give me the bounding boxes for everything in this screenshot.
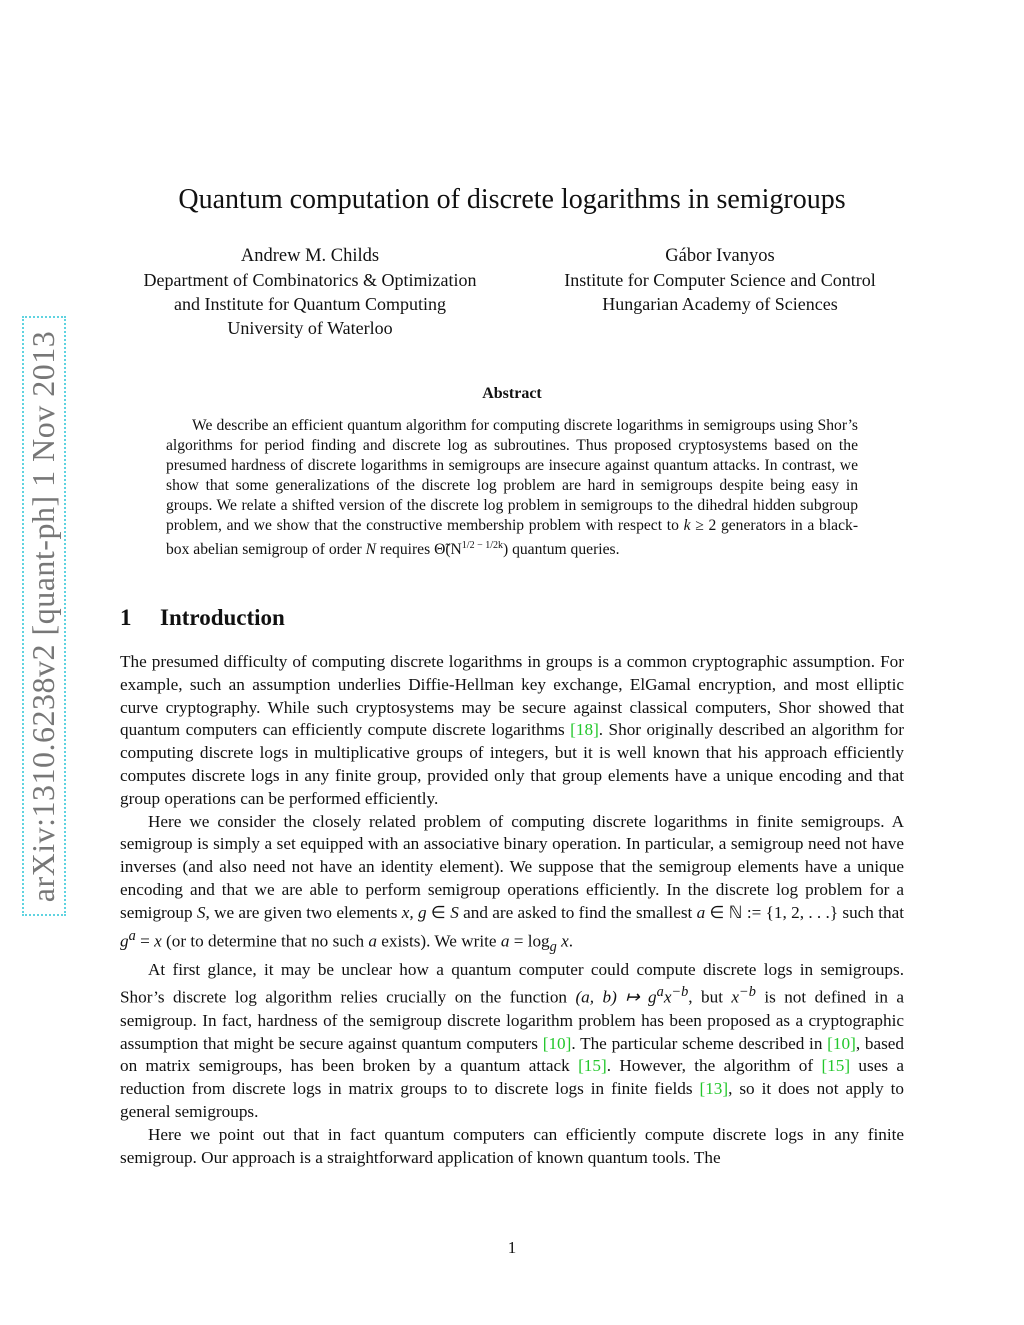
math-var: x, g [401,902,427,922]
text-run: , based on matrix semigroups, has been broken by a quantum attack [120,1033,904,1076]
paragraph [120,811,904,959]
paper-title: Quantum computation of discrete logarithms in semigroups [178,184,846,215]
author-name: Gábor Ivanyos [665,246,775,266]
paragraph [120,651,904,811]
abstract-text-part: We describe an efficient quantum algorithm for computing discrete logarithms in semigroups using Shor’s algorithms for period finding and discrete log as subroutines. Thus proposed cryptosystems based on the presumed hardness of discrete logarithms in semigroups are insecure against quantum attacks. In contrast, we show that some generalizations of the discrete log problem are hard in semigroups despite being easy in groups. We relate a shifted version of the discrete log problem in semigroups to the dihedral hidden subgroup problem, and we show that the constructive membership problem with respect to [166,417,858,534]
text-run: At first glance, it may be unclear how a quantum computer could compute discrete logs in semigroups. Shor’s discrete log algorithm relies crucially on the function [120,959,904,1008]
math-expr: ≥ 2 [690,517,717,534]
abstract-text-part: generators in a black-box abelian semigroup of order [166,517,859,559]
affiliation-line: Department of Combinatorics & Optimization [143,270,477,290]
section-number: 1 [120,605,132,630]
math-var: S [450,902,459,922]
text-run: , we are given two elements [205,902,402,922]
math-exponent: a [128,927,136,944]
affiliation-line: Institute for Computer Science and Control [564,270,876,290]
text-run: Here we consider the closely related problem of computing discrete logarithms in finite semigroups. A semigroup is simply a set equipped with an associative binary operation. In particular, a semigroup need not have inverses (and also need not have an identity element). We suppose that the semigroup elements have a unique encoding and that we are able to perform semigroup operations efficiently. In the discrete log problem for a semigroup [120,811,904,922]
citation-link[interactable]: [10] [827,1033,856,1053]
math-var: k [683,517,691,534]
math-var: N [365,541,377,559]
text-run: uses a reduction from discrete logs in matrix groups to to discrete logs in finite fields [120,1056,904,1099]
text-run: ∈ [426,902,451,922]
math-var: a [500,931,510,951]
author-ivanyos [530,244,910,340]
text-run: (or to determine that no such [161,931,369,951]
math-exponent: −b [671,984,689,1001]
text-run: . Shor originally described an algorithm for computing discrete logs in multiplicative groups of integers, but it is well known that his approach efficiently computes discrete logs in any finite group, provided only that group elements have a unique encoding and that group operations can be performed efficiently. [120,720,904,808]
math-exponent: −b [739,984,756,1001]
text-run: is not defined in a semigroup. In fact, hardness of the semigroup discrete logarithm problem has been proposed as a cryptographic assumption that might be secure against quantum computers [120,988,904,1053]
text-run: The presumed difficulty of computing discrete logarithms in groups is a common cryptographic assumption. For example, such an assumption underlies Diffie-Hellman key exchange, ElGamal encryption, and most elliptic curve cryptography. While such cryptosystems may be secure against classical computers, Shor showed that quantum computers can efficiently compute discrete logarithms [120,652,904,740]
math-var: g [120,931,129,951]
arxiv-identifier: arXiv:1310.6238v2 [quant-ph] 1 Nov 2013 [25,330,62,902]
citation-link[interactable]: [15] [578,1056,607,1076]
author-block [120,244,910,340]
math-var: a [696,902,706,922]
math-var: S [196,902,206,922]
math-expr: (a, b) ↦ g [575,988,657,1008]
math-subscript: g [549,938,557,955]
abstract-text [166,416,858,560]
affiliation-line: Hungarian Academy of Sciences [602,294,838,314]
citation-link[interactable]: [13] [699,1079,729,1099]
page-number: 1 [507,1238,517,1257]
abstract-heading: Abstract [482,385,542,402]
text-run: . The particular scheme described in [571,1033,828,1053]
math-var: x [663,988,672,1008]
math-exponent: a [656,984,664,1001]
arxiv-stamp [22,316,66,916]
affiliation-line: University of Waterloo [227,318,393,338]
text-run: = log [509,931,550,951]
author-childs [110,244,510,340]
section-title: Introduction [160,605,285,630]
citation-link[interactable]: [10] [542,1033,572,1053]
math-exponent: 1/2 − 1/2k [461,540,503,551]
text-run: , so it does not apply to general semigroups. [120,1079,904,1122]
abstract-text-part: requires [376,541,435,559]
text-run: , but [688,988,732,1008]
citation-link[interactable]: [15] [821,1056,851,1076]
math-var: x [731,988,740,1008]
text-run: . However, the algorithm of [606,1056,822,1076]
paragraph: Here we point out that in fact quantum computers can efficiently compute discrete logs in any finite semigroup. Our approach is a straightforward application of known quantum tools. The [120,1124,904,1167]
math-var: a [368,931,377,951]
math-var: x [154,931,162,951]
paragraph [120,959,904,1124]
text-run: . [568,931,574,951]
affiliation-line: and Institute for Quantum Computing [174,294,446,314]
text-run: ∈ ℕ := {1, 2, . . .} such that [705,902,904,922]
abstract-text-part: ) quantum queries. [503,541,620,559]
citation-link[interactable]: [18] [570,720,599,740]
text-run: and are asked to find the smallest [458,902,697,922]
text-run: exists). We write [376,931,501,951]
section-heading [120,605,285,631]
math-var: x [556,931,569,951]
math-expr: Θ̃(N [434,541,462,559]
text-run: = [135,931,155,951]
author-name: Andrew M. Childs [240,246,380,266]
body-text [120,651,904,1169]
